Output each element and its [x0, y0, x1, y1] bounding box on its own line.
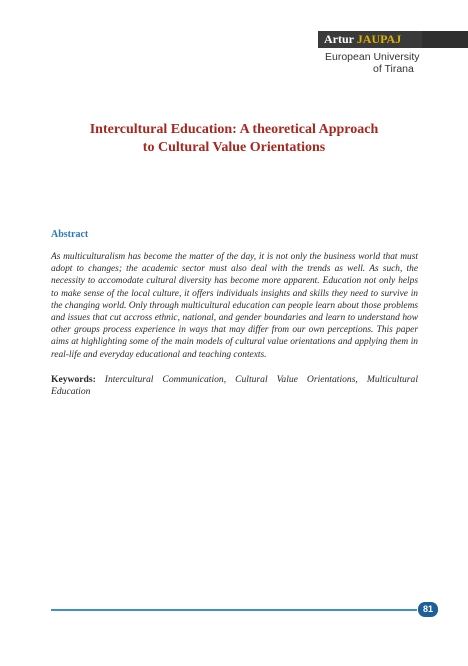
paper-title-line-2: to Cultural Value Orientations	[142, 140, 326, 155]
paper-title	[20, 121, 448, 157]
keywords-label: Keywords:	[51, 374, 96, 385]
abstract-heading: Abstract	[51, 229, 89, 240]
author-banner	[318, 31, 422, 48]
author-first-name: Artur	[324, 32, 354, 46]
keywords-section	[51, 374, 418, 398]
abstract-body: As multiculturalism has become the matter of the day, it is not only the business world that must adopt to changes; the academic sector must also deal with the trends as well. As such, the necessity to accomodate cultural diversity has become more apparent. Education not only helps to make sense of the local culture, it offers individuals insights and skills they need to survive in the changing world. Only through multicultural education can people learn about those problems and issues that cut accross ethnic, national, and gender boundaries and learn to understand how other groups process experience in ways that may differ from our own perceptions. This paper aims at highlighting some of the main models of cultural value orientations and applying them in real-life and everyday educational and teaching contexts.	[51, 252, 418, 360]
keywords-text: Intercultural Communication, Cultural Value Orientations, Multicultural Education	[51, 374, 418, 398]
affiliation-line-2: of Tirana	[373, 63, 414, 75]
paper-title-line-1: Intercultural Education: A theoretical Approach	[89, 122, 379, 137]
author-last-name: JAUPAJ	[356, 32, 402, 46]
page-number-badge: 81	[418, 602, 438, 617]
author-affiliation	[325, 51, 425, 75]
affiliation-line-1: European University	[325, 51, 420, 63]
footer-divider	[51, 609, 417, 611]
